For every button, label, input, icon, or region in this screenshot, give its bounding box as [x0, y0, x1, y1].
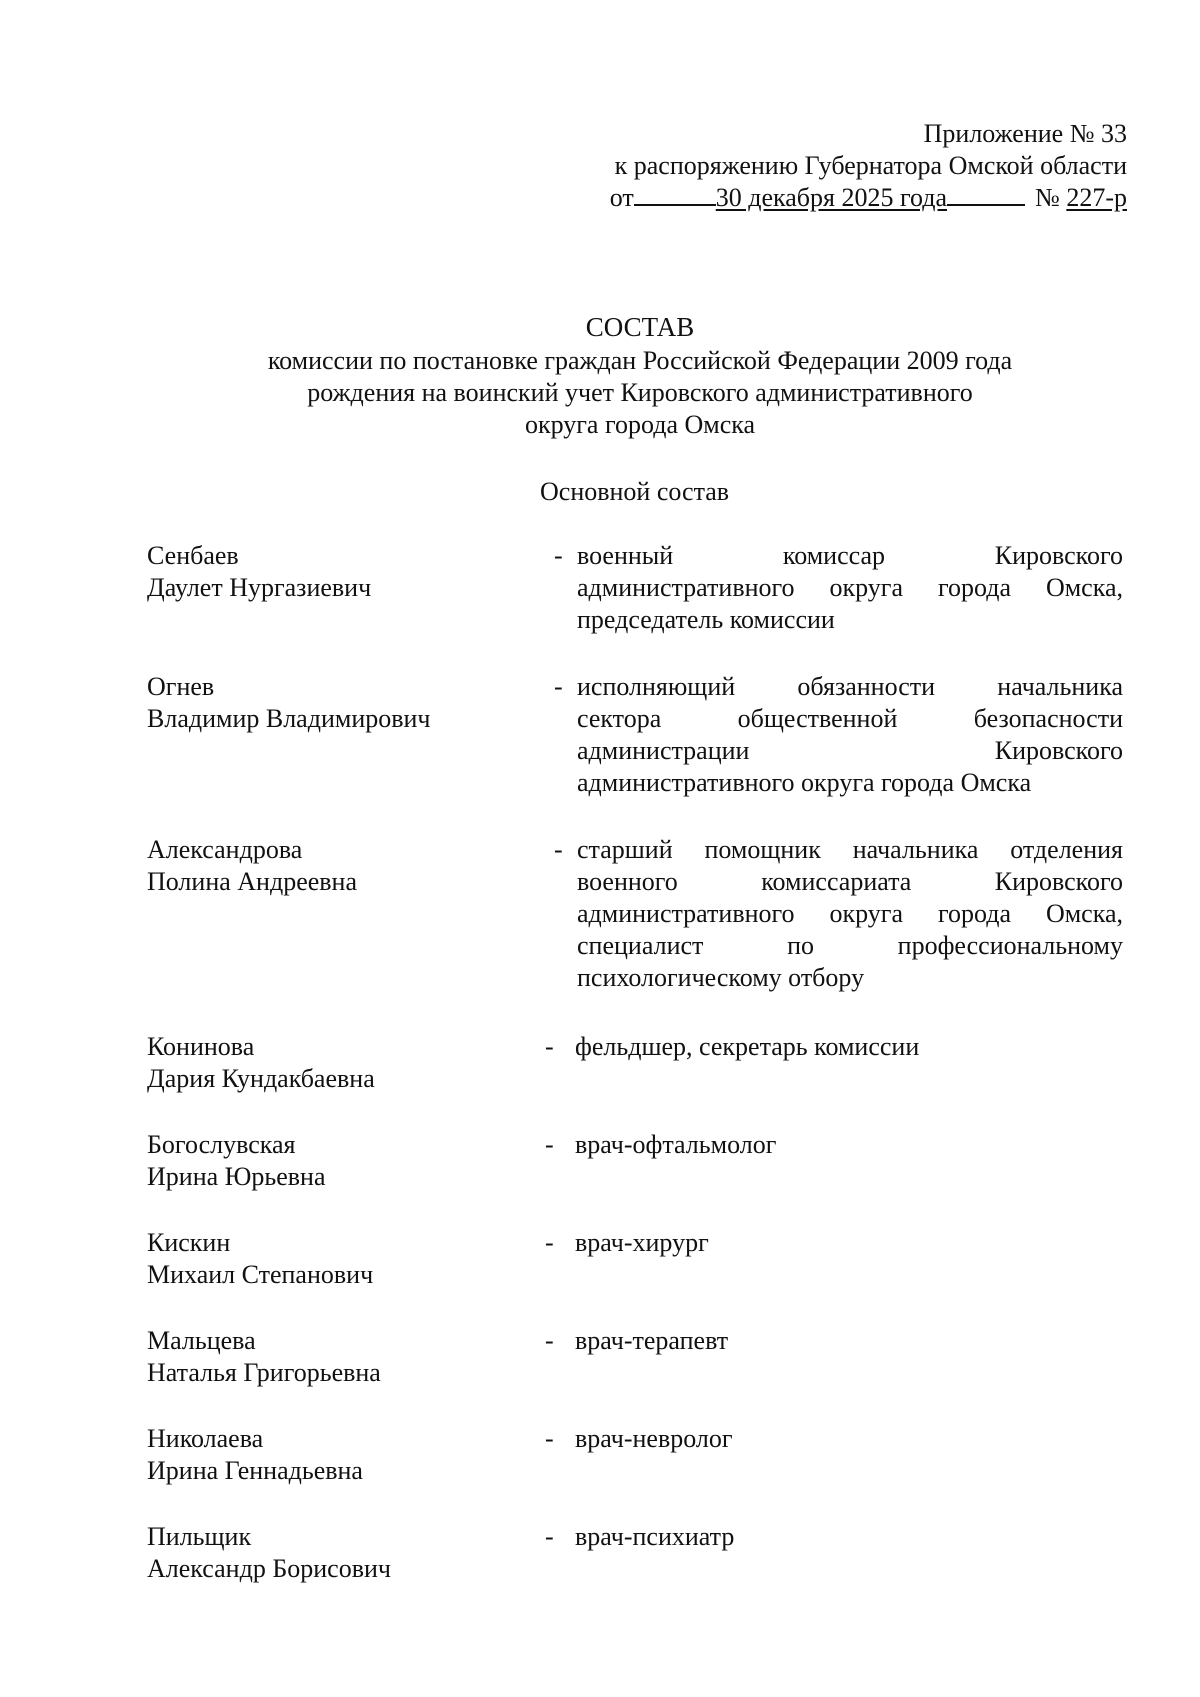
member-dash: - — [545, 1424, 554, 1453]
member-surname: Конинова — [147, 1032, 255, 1061]
order-date-line — [545, 182, 1127, 214]
role-line: старший помощник начальника отделения — [577, 835, 1123, 864]
title-line-2: рождения на воинский учет Кировского административного — [307, 378, 973, 407]
member-role — [575, 1129, 1123, 1161]
number-label: № — [1035, 183, 1060, 212]
role-line: председатель комиссии — [577, 605, 835, 634]
member-surname: Огнев — [147, 672, 215, 701]
role-line: врач-хирург — [575, 1228, 709, 1257]
member-dash: - — [554, 672, 563, 701]
member-given-name: Полина Андреевна — [147, 867, 358, 896]
member-surname: Александрова — [147, 835, 303, 864]
member-given-name: Ирина Геннадьевна — [147, 1456, 363, 1485]
member-role — [575, 1423, 1123, 1455]
member-surname: Пильщик — [147, 1522, 252, 1551]
document-title — [140, 311, 1140, 441]
from-label: от — [609, 183, 634, 212]
member-dash: - — [545, 1228, 554, 1257]
role-line: фельдшер, секретарь комиссии — [575, 1032, 920, 1061]
member-role — [577, 540, 1123, 636]
member-given-name: Дария Кундакбаевна — [147, 1064, 375, 1093]
role-line: врач-невролог — [575, 1424, 733, 1453]
date-underline-right — [947, 182, 1025, 206]
order-reference: к распоряжению Губернатора Омской области — [614, 151, 1127, 180]
title-line-3: округа города Омска — [524, 410, 756, 439]
role-line: исполняющий обязанности начальника — [577, 672, 1123, 701]
date-underline-left — [634, 182, 716, 206]
member-name — [147, 1129, 527, 1193]
role-line: административного округа города Омска, — [577, 899, 1123, 928]
member-given-name: Ирина Юрьевна — [147, 1162, 326, 1191]
member-role — [575, 1031, 1123, 1063]
member-dash: - — [545, 1130, 554, 1159]
member-surname: Сенбаев — [147, 541, 239, 570]
member-name — [147, 540, 527, 604]
title-heading: СОСТАВ — [585, 312, 695, 342]
member-dash: - — [545, 1326, 554, 1355]
member-dash: - — [545, 1032, 554, 1061]
member-name — [147, 834, 527, 898]
title-line-1: комиссии по постановке граждан Российской Федерации 2009 года — [267, 346, 1013, 375]
role-line: административного округа города Омска, — [577, 573, 1123, 602]
role-line: специалист по профессиональному — [577, 931, 1123, 960]
member-given-name: Даулет Нургазиевич — [147, 573, 372, 602]
order-date: 30 декабря 2025 года — [715, 183, 948, 212]
member-dash: - — [554, 835, 563, 864]
member-name — [147, 1423, 527, 1487]
member-given-name: Владимир Владимирович — [147, 704, 431, 733]
role-line: врач-офтальмолог — [575, 1130, 777, 1159]
role-line: административного округа города Омска — [577, 768, 1032, 797]
document-header — [545, 118, 1127, 214]
role-line: сектора общественной безопасности — [577, 704, 1123, 733]
member-dash: - — [545, 1522, 554, 1551]
member-name — [147, 1325, 527, 1389]
role-line: врач-психиатр — [575, 1522, 735, 1551]
section-label: Основной состав — [540, 477, 730, 506]
member-role — [575, 1227, 1123, 1259]
member-surname: Мальцева — [147, 1326, 256, 1355]
role-line: психологическому отбору — [577, 963, 865, 992]
member-given-name: Михаил Степанович — [147, 1260, 374, 1289]
member-role — [575, 1325, 1123, 1357]
role-line: военного комиссариата Кировского — [577, 867, 1123, 896]
role-line: военный комиссар Кировского — [577, 541, 1123, 570]
role-line: врач-терапевт — [575, 1326, 729, 1355]
role-line: администрации Кировского — [577, 736, 1123, 765]
member-role — [575, 1521, 1123, 1553]
member-name — [147, 1521, 527, 1585]
member-surname: Богослувская — [147, 1130, 296, 1159]
member-name — [147, 1227, 527, 1291]
member-name — [147, 671, 527, 735]
member-surname: Кискин — [147, 1228, 231, 1257]
member-role — [577, 834, 1123, 994]
member-surname: Николаева — [147, 1424, 264, 1453]
member-dash: - — [554, 541, 563, 570]
member-name — [147, 1031, 527, 1095]
member-given-name: Наталья Григорьевна — [147, 1358, 381, 1387]
order-number: 227-р — [1066, 183, 1127, 212]
member-role — [577, 671, 1123, 799]
member-given-name: Александр Борисович — [147, 1554, 391, 1583]
appendix-number: Приложение № 33 — [923, 119, 1127, 148]
